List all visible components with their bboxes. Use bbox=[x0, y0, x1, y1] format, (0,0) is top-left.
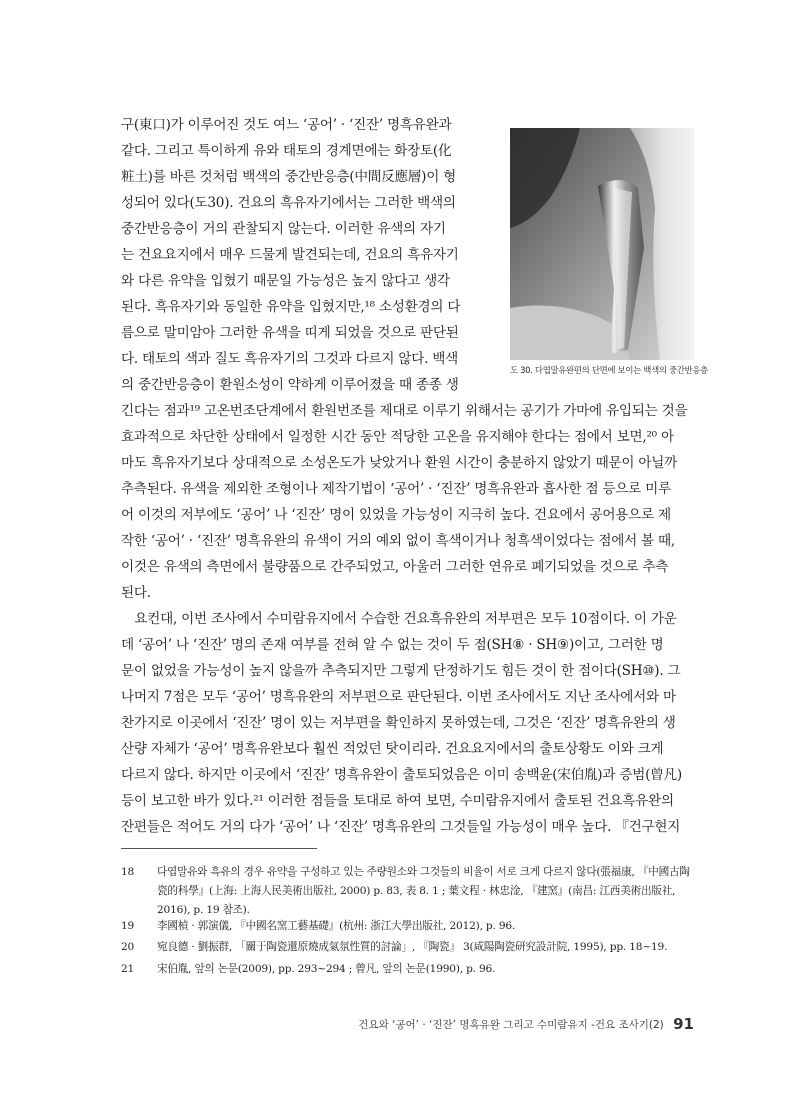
body-line: 마도 흑유자기보다 상대적으로 소성온도가 낮았거나 환원 시간이 충분하지 않았기 때문이 아닐까 bbox=[121, 455, 677, 471]
body-line: 성되어 있다(도30). 건요의 흑유자기에서는 그러한 백색의 bbox=[121, 195, 456, 211]
body-line: 름으로 말미암아 그러한 유색을 띠게 되었을 것으로 판단된 bbox=[121, 325, 459, 341]
body-line: 등이 보고한 바가 있다.²¹ 이러한 점들을 토대로 하여 보면, 수미람유지에서 출토된 건요흑유완의 bbox=[121, 793, 674, 809]
body-line: 다. 태토의 색과 질도 흑유자기의 그것과 다르지 않다. 백색 bbox=[121, 351, 458, 367]
footnote-divider bbox=[121, 848, 317, 849]
body-line: 잔편들은 적어도 거의 다가 ‘공어’ 나 ‘진잔’ 명흑유완의 그것들일 가능성이 매우 높다. 『건구현지 bbox=[121, 819, 681, 835]
body-line: 중간반응층이 거의 관찰되지 않는다. 이러한 유색의 자기 bbox=[121, 221, 446, 237]
body-line: 와 다른 유약을 입혔기 때문일 가능성은 높지 않다고 생각 bbox=[121, 273, 450, 289]
body-line: 같다. 그리고 특이하게 유와 태토의 경계면에는 화장토(化 bbox=[121, 143, 452, 159]
body-line: 의 중간반응층이 환원소성이 약하게 이루어졌을 때 종종 생 bbox=[121, 377, 459, 393]
footnote bbox=[121, 960, 694, 979]
body-line: 된다. bbox=[121, 585, 151, 601]
figure-caption: 도 30. 다엽말유완편의 단면에 보이는 백색의 중간반응층 bbox=[510, 365, 708, 375]
body-line: 효과적으로 차단한 상태에서 일정한 시간 동안 적당한 고온을 유지해야 한다는 점에서 보면,²⁰ 아 bbox=[121, 429, 674, 445]
footnote-text: 다엽말유와 흑유의 경우 유약을 구성하고 있는 주량원소와 그것들의 비율이 서로 크게 다르지 않다(張福康, 『中國古陶瓷的科學』(上海: 上海人民美術出版社, 2000) p. 83, 表 8. 1 ; 葉文程 · 林忠淦, 『建窯』(南昌: 江西美術出版社, 2016), p. 19 참조). bbox=[157, 866, 690, 916]
page-number: 91 bbox=[673, 1015, 694, 1033]
body-line: 데 ‘공어’ 나 ‘진잔’ 명의 존재 여부를 전혀 알 수 없는 것이 두 점(SH⑧ · SH⑨)이고, 그러한 명 bbox=[121, 637, 664, 653]
sherd-cross-section-image bbox=[510, 128, 694, 360]
figure-photo bbox=[510, 128, 694, 360]
running-title: 건요와 ‘공어’ · ‘진잔’ 명흑유완 그리고 수미람유지 -건요 조사기(2) bbox=[358, 1019, 664, 1031]
footnote-number: 19 bbox=[121, 920, 135, 932]
body-line: 이것은 유색의 측면에서 불량품으로 간주되었고, 아울러 그러한 연유로 폐기되었을 것으로 추측 bbox=[121, 559, 669, 575]
body-line: 작한 ‘공어’ · ‘진잔’ 명흑유완의 유색이 거의 예외 없이 흑색이거나 청흑색이었다는 점에서 볼 때, bbox=[121, 533, 675, 549]
footnote-number: 21 bbox=[121, 963, 135, 975]
body-line: 산량 자체가 ‘공어’ 명흑유완보다 훨씬 적었던 탓이리라. 건요요지에서의 출토상황도 이와 크게 bbox=[121, 741, 664, 757]
body-line: 문이 없었을 가능성이 높지 않을까 추측되지만 그렇게 단정하기도 힘든 것이 한 점이다(SH⑩). 그 bbox=[121, 663, 681, 679]
body-line: 추측된다. 유색을 제외한 조형이나 제작기법이 ‘공어’ · ‘진잔’ 명흑유완과 흡사한 점 등으로 미루 bbox=[121, 481, 671, 497]
footnote-text: 宛良德 · 劉振群, 「關于陶瓷還原燒成氣氛性質的討論」, 『陶瓷』 3(咸陽陶瓷研究設計院, 1995), pp. 18~19. bbox=[157, 941, 668, 953]
page-footer bbox=[358, 1015, 694, 1033]
footnote bbox=[121, 863, 694, 920]
footnote bbox=[121, 938, 694, 957]
body-line: 구(東口)가 이루어진 것도 여느 ‘공어’ · ‘진잔’ 명흑유완과 bbox=[121, 117, 452, 133]
body-line: 는 건요요지에서 매우 드물게 발견되는데, 건요의 흑유자기 bbox=[121, 247, 459, 263]
body-line: 찬가지로 이곳에서 ‘진잔’ 명이 있는 저부편을 확인하지 못하였는데, 그것은 ‘진잔’ 명흑유완의 생 bbox=[121, 715, 676, 731]
body-line: 粧土)를 바른 것처럼 백색의 중간반응층(中間反應層)이 형 bbox=[121, 169, 457, 185]
body-line: 긴다는 점과¹⁹ 고온번조단계에서 환원번조를 제대로 이루기 위해서는 공기가 가마에 유입되는 것을 bbox=[121, 403, 688, 419]
body-line: 어 이것의 저부에도 ‘공어’ 나 ‘진잔’ 명이 있었을 가능성이 지극히 높다. 건요에서 공어용으로 제 bbox=[121, 507, 671, 523]
footnote-number: 20 bbox=[121, 941, 135, 953]
body-line: 된다. 흑유자기와 동일한 유약을 입혔지만,¹⁸ 소성환경의 다 bbox=[121, 299, 461, 315]
body-line: 나머지 7점은 모두 ‘공어’ 명흑유완의 저부편으로 판단된다. 이번 조사에서도 지난 조사에서와 마 bbox=[121, 689, 676, 705]
footnote-text: 李國楨 · 郭演儀, 『中國名窯工藝基礎』(杭州: 浙江大學出版社, 2012), p. 96. bbox=[157, 920, 516, 932]
footnote-text: 宋伯胤, 앞의 논문(2009), pp. 293~294 ; 曾凡, 앞의 논문(1990), p. 96. bbox=[157, 963, 496, 975]
body-line: 요컨대, 이번 조사에서 수미람유지에서 수습한 건요흑유완의 저부편은 모두 10점이다. 이 가운 bbox=[121, 611, 677, 627]
footnote-number: 18 bbox=[121, 866, 135, 878]
body-line: 다르지 않다. 하지만 이곳에서 ‘진잔’ 명흑유완이 출토되었음은 이미 송백윤(宋伯胤)과 증범(曾凡) bbox=[121, 767, 682, 783]
footnote bbox=[121, 917, 694, 936]
